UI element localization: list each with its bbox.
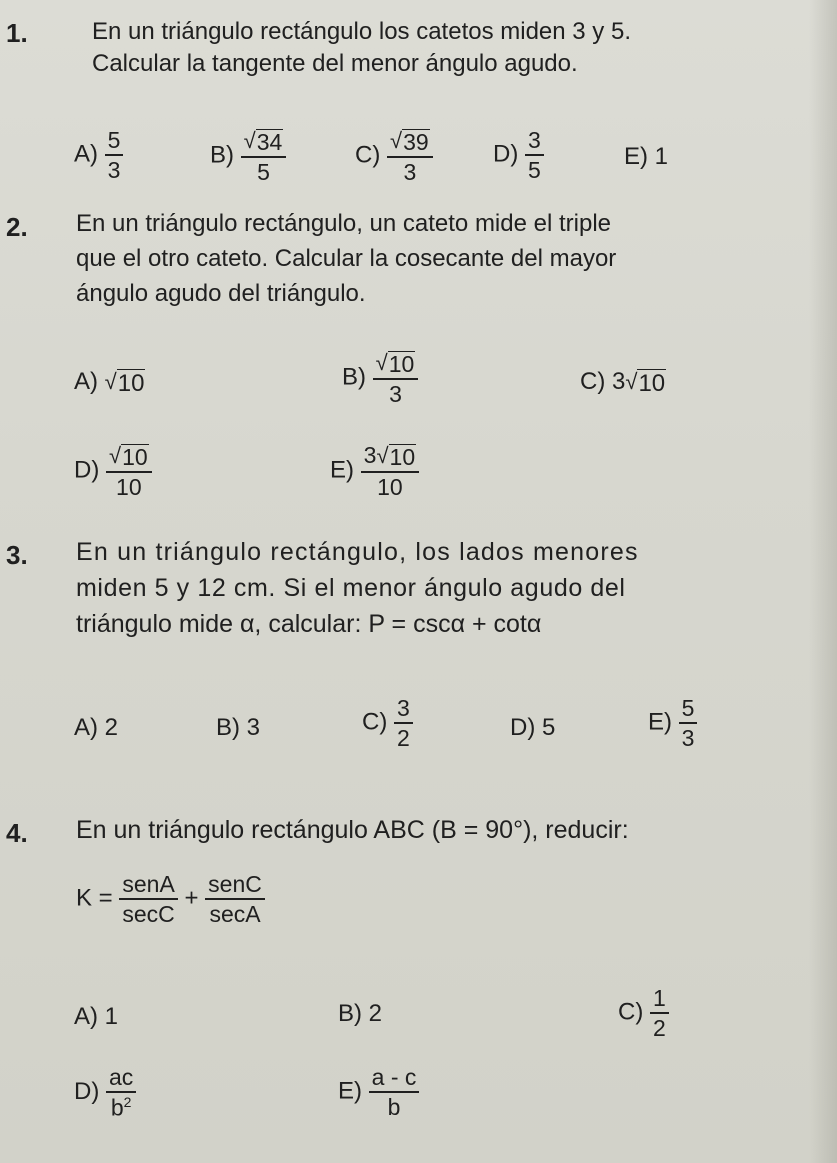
q3-option-d: D) 5 bbox=[510, 714, 556, 741]
q1-option-b-fraction: √ 34 5 bbox=[241, 128, 287, 184]
q1-number: 1. bbox=[6, 18, 28, 48]
q1-text-line1: En un triángulo rectángulo los catetos miden 3 y 5. bbox=[92, 18, 631, 45]
q1-option-d bbox=[493, 128, 544, 182]
q3-option-b: B) 3 bbox=[216, 714, 261, 741]
q2-text-line1: En un triángulo rectángulo, un cateto mide el triple bbox=[76, 210, 611, 237]
q2-option-e: E) 3 √ 10 10 bbox=[330, 443, 419, 499]
q1-option-c bbox=[355, 128, 433, 184]
q4-option-c: C) $\frac{1}{2}$ bbox=[618, 986, 669, 1040]
q1-option-e: E) 1 bbox=[624, 143, 669, 170]
q2-text-line3: ángulo agudo del triángulo. bbox=[76, 280, 366, 307]
q3-text-line2: miden 5 y 12 cm. Si el menor ángulo agudo del bbox=[76, 574, 626, 602]
q4-text-line1: En un triángulo rectángulo ABC (B = 90°), reducir: bbox=[76, 816, 629, 844]
q3-number: 3. bbox=[6, 540, 28, 570]
q3-text-line1: En un triángulo rectángulo, los lados menores bbox=[76, 538, 639, 566]
q4-option-b: B) 2 bbox=[338, 1000, 383, 1027]
q1-option-d-label: D) bbox=[493, 140, 519, 168]
q2-text-line2: que el otro cateto. Calcular la cosecante del mayor bbox=[76, 245, 617, 272]
q1-option-b bbox=[210, 128, 286, 184]
q1-option-a-fraction: $\frac{5}{3}$ bbox=[105, 128, 124, 182]
q2-option-a: A) √ 10 bbox=[74, 368, 145, 397]
q1-option-c-fraction: √ 39 3 bbox=[387, 128, 433, 184]
page-edge-shadow bbox=[809, 0, 837, 1163]
q4-option-e: E) $\frac{a - c}{b}$ bbox=[338, 1065, 419, 1119]
q1-option-c-label: C) bbox=[355, 141, 381, 169]
q1-option-b-label: B) bbox=[210, 141, 234, 169]
q3-option-e: E) $\frac{5}{3}$ bbox=[648, 696, 697, 750]
q2-option-d: D) √ 10 10 bbox=[74, 443, 152, 499]
q4-option-a: A) 1 bbox=[74, 1003, 119, 1030]
q2-option-b: B) √ 10 3 bbox=[342, 350, 418, 406]
q4-formula: K = $\frac{\text{senA}}{\sec C}$ + $\frac{\text{senC}}{\sec A}$ bbox=[76, 872, 265, 926]
q3-option-c: C) $\frac{3}{2}$ bbox=[362, 696, 413, 750]
q3-text-line3: triángulo mide α, calcular: P = cscα + cotα bbox=[76, 610, 542, 638]
q1-option-a bbox=[74, 128, 123, 182]
q3-option-a: A) 2 bbox=[74, 714, 119, 741]
q1-option-a-label: A) bbox=[74, 140, 98, 168]
q4-number: 4. bbox=[6, 818, 28, 848]
q2-number: 2. bbox=[6, 212, 28, 242]
q1-text-line2: Calcular la tangente del menor ángulo agudo. bbox=[92, 50, 578, 77]
q4-option-d: D) $\frac{ac}{b^2}$ bbox=[74, 1065, 136, 1120]
q2-option-c: C) 3 √ 10 bbox=[580, 368, 666, 397]
q1-option-d-fraction: $\frac{3}{5}$ bbox=[525, 128, 544, 182]
